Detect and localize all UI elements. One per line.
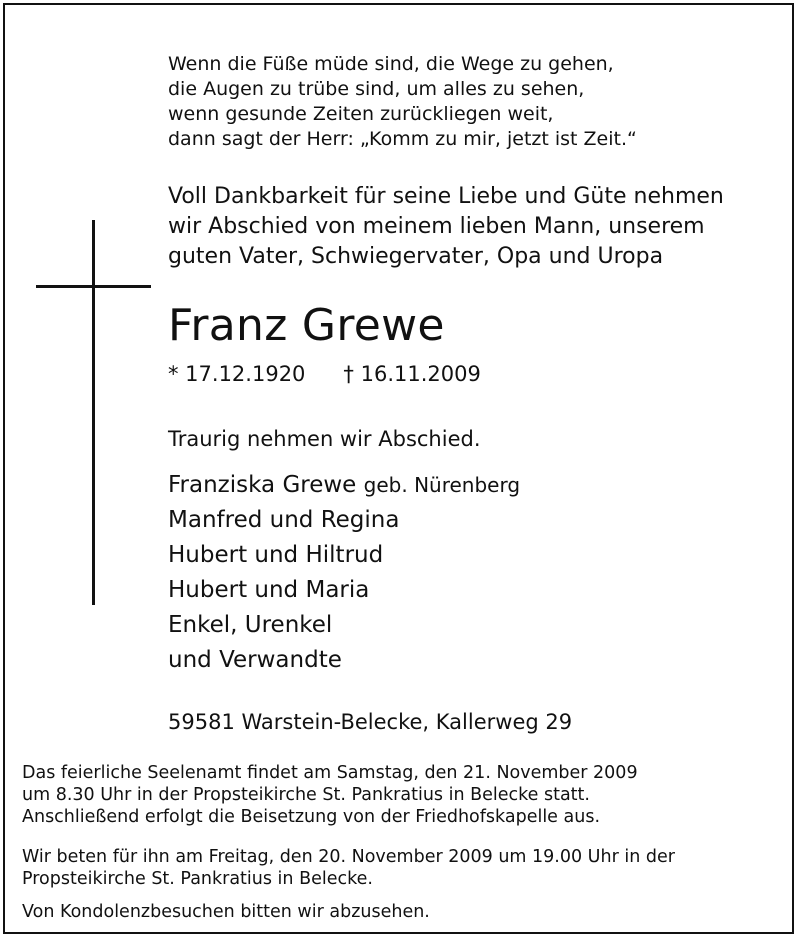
cross-vertical-bar	[92, 220, 95, 605]
family-member-name: Franziska Grewe	[168, 472, 357, 498]
intro-line: Voll Dankbarkeit für seine Liebe und Güte nehmen	[168, 184, 724, 209]
prayer-notice	[22, 846, 675, 890]
condolence-notice: Von Kondolenzbesuchen bitten wir abzusehen.	[22, 902, 430, 922]
funeral-notice	[22, 762, 638, 828]
maiden-name: geb. Nürenberg	[363, 473, 521, 497]
life-dates	[168, 360, 481, 388]
family-member: Hubert und Hiltrud	[168, 542, 384, 568]
notice-line: Wir beten für ihn am Freitag, den 20. November 2009 um 19.00 Uhr in der	[22, 847, 675, 867]
family-member: Hubert und Maria	[168, 577, 370, 603]
family-member: Enkel, Urenkel	[168, 612, 333, 638]
notice-line: Propsteikirche St. Pankratius in Belecke.	[22, 869, 373, 889]
mourning-line: Traurig nehmen wir Abschied.	[168, 427, 481, 451]
notice-line: Anschließend erfolgt die Beisetzung von der Friedhofskapelle aus.	[22, 807, 601, 827]
family-member: Manfred und Regina	[168, 507, 400, 533]
intro-line: wir Abschied von meinem lieben Mann, unserem	[168, 214, 705, 239]
verse-line: Wenn die Füße müde sind, die Wege zu gehen,	[168, 53, 614, 75]
deceased-name: Franz Grewe	[168, 300, 445, 351]
address: 59581 Warstein-Belecke, Kallerweg 29	[168, 710, 573, 734]
verse-line: dann sagt der Herr: „Komm zu mir, jetzt ist Zeit.“	[168, 128, 637, 150]
family-member	[168, 468, 520, 503]
intro-text	[168, 182, 724, 272]
notice-line: um 8.30 Uhr in der Propsteikirche St. Pankratius in Belecke statt.	[22, 785, 590, 805]
intro-line: guten Vater, Schwiegervater, Opa und Uropa	[168, 244, 664, 269]
verse	[168, 52, 637, 152]
verse-line: wenn gesunde Zeiten zurückliegen weit,	[168, 103, 554, 125]
family-member: und Verwandte	[168, 647, 342, 673]
verse-line: die Augen zu trübe sind, um alles zu sehen,	[168, 78, 585, 100]
birth-date: * 17.12.1920	[168, 362, 306, 386]
family-list	[168, 468, 520, 678]
death-date: † 16.11.2009	[343, 362, 481, 386]
notice-line: Das feierliche Seelenamt findet am Samstag, den 21. November 2009	[22, 763, 638, 783]
cross-horizontal-bar	[36, 285, 151, 288]
